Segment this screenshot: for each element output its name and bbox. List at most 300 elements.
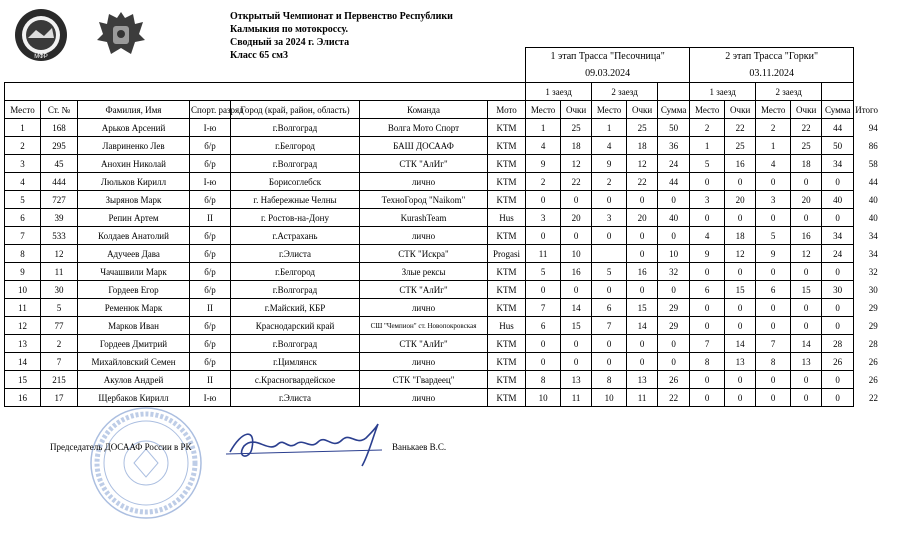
cell-s2r2-points: 12: [791, 245, 822, 263]
cell-name: Михайловский Семен: [78, 353, 190, 371]
header-line-4: Класс 65 см3: [230, 50, 288, 61]
signature: [222, 420, 402, 470]
cell-s1r1-place: 3: [526, 209, 561, 227]
cell-s2r1-place: 4: [690, 227, 725, 245]
cell-team: СТК "АлИг": [360, 335, 488, 353]
cell-s1r2-place: 8: [592, 371, 627, 389]
table-row: [5, 209, 893, 227]
col-s1r1-place: Место: [526, 101, 561, 119]
cell-s1-sum: 24: [658, 155, 690, 173]
cell-start-number: 77: [41, 317, 78, 335]
cell-place: 11: [5, 299, 41, 317]
cell-total: 58: [868, 158, 878, 169]
cell-moto: KTM: [488, 173, 526, 191]
cell-s2r1-place: 8: [690, 353, 725, 371]
cell-s1r2-place: 4: [592, 137, 627, 155]
cell-s2-sum: 34: [822, 155, 854, 173]
cell-s2r1-place: 0: [690, 263, 725, 281]
cell-s1r1-points: 12: [561, 155, 592, 173]
col-s1-sum: Сумма: [658, 101, 690, 119]
cell-s2r1-points: 15: [725, 281, 756, 299]
cell-s2r1-points: 0: [725, 173, 756, 191]
cell-s1r2-points: 12: [627, 155, 658, 173]
cell-s1r2-points: 16: [627, 263, 658, 281]
cell-name: Лавриненко Лев: [78, 137, 190, 155]
cell-s2-sum: 0: [822, 209, 854, 227]
col-total: Итого: [855, 104, 878, 115]
cell-team: ТехноГород "Naikom": [360, 191, 488, 209]
cell-s2-sum: 34: [822, 227, 854, 245]
cell-s1r2-place: 2: [592, 173, 627, 191]
cell-s1r1-points: 0: [561, 335, 592, 353]
col-s2r2-points: Очки: [791, 101, 822, 119]
cell-s2r1-points: 18: [725, 227, 756, 245]
cell-s1-sum: 22: [658, 389, 690, 407]
cell-place: 9: [5, 263, 41, 281]
cell-s2r2-place: 8: [756, 353, 791, 371]
cell-moto: KTM: [488, 191, 526, 209]
cell-team: СТК "АлИг": [360, 155, 488, 173]
cell-place: 5: [5, 191, 41, 209]
cell-s1r2-points: 13: [627, 371, 658, 389]
col-name: Фамилия, Имя: [78, 101, 190, 119]
cell-s1r2-place: 1: [592, 119, 627, 137]
col-s1r2-place: Место: [592, 101, 627, 119]
cell-name: Арьков Арсений: [78, 119, 190, 137]
cell-moto: KTM: [488, 353, 526, 371]
cell-s2r2-points: 0: [791, 299, 822, 317]
cell-s1r2-points: 11: [627, 389, 658, 407]
cell-s2r2-points: 0: [791, 209, 822, 227]
cell-s1-sum: 36: [658, 137, 690, 155]
cell-s1r2-place: 5: [592, 263, 627, 281]
cell-s2-sum: 0: [822, 317, 854, 335]
cell-s1r1-place: 0: [526, 335, 561, 353]
cell-start-number: 17: [41, 389, 78, 407]
col-number: Ст. №: [41, 101, 78, 119]
cell-s1-sum: 29: [658, 299, 690, 317]
cell-s1r1-place: 2: [526, 173, 561, 191]
cell-rank: б/р: [190, 353, 231, 371]
cell-s2-sum: 0: [822, 173, 854, 191]
cell-rank: б/р: [190, 245, 231, 263]
cell-s2r2-place: 0: [756, 389, 791, 407]
cell-total: 94: [868, 122, 878, 133]
cell-s1r1-points: 18: [561, 137, 592, 155]
cell-rank: б/р: [190, 335, 231, 353]
col-moto: Мото: [488, 101, 526, 119]
cell-place: 8: [5, 245, 41, 263]
cell-name: Марков Иван: [78, 317, 190, 335]
cell-s2r1-points: 22: [725, 119, 756, 137]
cell-s1-sum: 0: [658, 191, 690, 209]
cell-s1r2-points: 0: [627, 353, 658, 371]
stage-2-date: 03.11.2024: [690, 65, 854, 83]
cell-s2r1-points: 14: [725, 335, 756, 353]
cell-start-number: 45: [41, 155, 78, 173]
cell-place: 7: [5, 227, 41, 245]
cell-s2-sum: 24: [822, 245, 854, 263]
cell-s1-sum: 44: [658, 173, 690, 191]
cell-moto: KTM: [488, 227, 526, 245]
cell-s2r2-place: 1: [756, 137, 791, 155]
cell-s2r2-place: 3: [756, 191, 791, 209]
cell-moto: KTM: [488, 119, 526, 137]
cell-place: 12: [5, 317, 41, 335]
table-row: [5, 281, 893, 299]
cell-s2r1-points: 16: [725, 155, 756, 173]
cell-s2r1-place: 2: [690, 119, 725, 137]
cell-s1r2-points: 0: [627, 245, 658, 263]
cell-total: 29: [868, 320, 878, 331]
cell-moto: KTM: [488, 155, 526, 173]
cell-s2r1-points: 0: [725, 299, 756, 317]
cell-s2r2-place: 0: [756, 173, 791, 191]
cell-s1r1-place: 11: [526, 245, 561, 263]
cell-rank: II: [190, 299, 231, 317]
cell-s1r1-place: 0: [526, 353, 561, 371]
cell-start-number: 12: [41, 245, 78, 263]
cell-start-number: 7: [41, 353, 78, 371]
cell-total: 26: [868, 356, 878, 367]
stamp-seal: [88, 405, 204, 521]
cell-rank: I-ю: [190, 389, 231, 407]
cell-s2r2-place: 0: [756, 299, 791, 317]
cell-s1r2-place: 9: [592, 155, 627, 173]
cell-name: Анохин Николай: [78, 155, 190, 173]
cell-rank: б/р: [190, 137, 231, 155]
table-row: [5, 173, 893, 191]
cell-name: Акулов Андрей: [78, 371, 190, 389]
cell-s2-sum: 26: [822, 353, 854, 371]
table-row: [5, 371, 893, 389]
cell-start-number: 5: [41, 299, 78, 317]
table-row: [5, 353, 893, 371]
chairman-name: Ванькаев В.С.: [392, 442, 447, 452]
cell-s1r1-place: 8: [526, 371, 561, 389]
cell-total: 40: [868, 194, 878, 205]
cell-total: 29: [868, 302, 878, 313]
cell-team: лично: [360, 353, 488, 371]
cell-s2r2-points: 0: [791, 263, 822, 281]
cell-city: г.Волгоград: [231, 281, 360, 299]
cell-city: г.Цимлянск: [231, 353, 360, 371]
cell-name: Зырянов Марк: [78, 191, 190, 209]
cell-total: 26: [868, 374, 878, 385]
cell-rank: б/р: [190, 155, 231, 173]
cell-s1-sum: 32: [658, 263, 690, 281]
cell-s1r2-points: 15: [627, 299, 658, 317]
cell-s2r2-place: 0: [756, 263, 791, 281]
cell-rank: б/р: [190, 317, 231, 335]
col-s2r2-place: Место: [756, 101, 791, 119]
cell-s2-sum: 0: [822, 263, 854, 281]
cell-city: с.Красногвардейское: [231, 371, 360, 389]
cell-name: Репин Артем: [78, 209, 190, 227]
cell-rank: II: [190, 371, 231, 389]
cell-s1r1-place: 0: [526, 227, 561, 245]
cell-s1-sum: 40: [658, 209, 690, 227]
cell-rank: II: [190, 209, 231, 227]
cell-s1-sum: 50: [658, 119, 690, 137]
cell-name: Ременюк Марк: [78, 299, 190, 317]
cell-place: 13: [5, 335, 41, 353]
cell-rank: б/р: [190, 281, 231, 299]
cell-moto: Hus: [488, 317, 526, 335]
cell-team: KurashTeam: [360, 209, 488, 227]
cell-s2-sum: 40: [822, 191, 854, 209]
cell-s1r1-points: 15: [561, 317, 592, 335]
cell-s2r1-place: 0: [690, 389, 725, 407]
cell-s2-sum: 30: [822, 281, 854, 299]
header-line-1: Открытый Чемпионат и Первенство Республики: [230, 11, 453, 22]
cell-start-number: 727: [41, 191, 78, 209]
cell-s2r2-place: 4: [756, 155, 791, 173]
cell-s2r1-place: 7: [690, 335, 725, 353]
col-rank: Спорт. разряд: [190, 101, 231, 119]
cell-rank: б/р: [190, 227, 231, 245]
cell-s2-sum: 50: [822, 137, 854, 155]
cell-place: 15: [5, 371, 41, 389]
cell-moto: KTM: [488, 263, 526, 281]
cell-s2r1-points: 0: [725, 263, 756, 281]
cell-city: г.Элиста: [231, 245, 360, 263]
cell-s2r1-place: 0: [690, 371, 725, 389]
col-s2r1-points: Очки: [725, 101, 756, 119]
cell-start-number: 533: [41, 227, 78, 245]
cell-s1-sum: 10: [658, 245, 690, 263]
cell-s1r2-place: 0: [592, 353, 627, 371]
cell-start-number: 295: [41, 137, 78, 155]
cell-s1r1-points: 25: [561, 119, 592, 137]
cell-s1r1-place: 9: [526, 155, 561, 173]
cell-s2r1-place: 6: [690, 281, 725, 299]
cell-s2r2-points: 18: [791, 155, 822, 173]
table-row: [5, 191, 893, 209]
cell-city: г. Набережные Челны: [231, 191, 360, 209]
cell-city: г.Волгоград: [231, 155, 360, 173]
cell-moto: KTM: [488, 371, 526, 389]
cell-s1r2-points: 0: [627, 191, 658, 209]
cell-city: г. Ростов-на-Дону: [231, 209, 360, 227]
cell-s2r2-points: 20: [791, 191, 822, 209]
cell-s1r2-place: 10: [592, 389, 627, 407]
cell-s1r1-points: 11: [561, 389, 592, 407]
cell-s2r2-points: 22: [791, 119, 822, 137]
cell-rank: б/р: [190, 191, 231, 209]
cell-s2r2-place: 5: [756, 227, 791, 245]
cell-place: 6: [5, 209, 41, 227]
cell-s2r1-points: 25: [725, 137, 756, 155]
cell-total: 32: [868, 266, 878, 277]
stage-1-title: 1 этап Трасса "Песочница": [526, 48, 690, 66]
cell-total: 40: [868, 212, 878, 223]
cell-s2r1-points: 12: [725, 245, 756, 263]
cell-total: 34: [868, 230, 878, 241]
stage-1-race-2: 2 заезд: [592, 83, 658, 101]
cell-place: 1: [5, 119, 41, 137]
table-row: [5, 389, 893, 407]
cell-s1r2-points: 18: [627, 137, 658, 155]
cell-s2r2-points: 0: [791, 173, 822, 191]
cell-s2r1-place: 0: [690, 173, 725, 191]
cell-s1r1-place: 4: [526, 137, 561, 155]
cell-name: Гордеев Егор: [78, 281, 190, 299]
cell-s2r2-place: 0: [756, 317, 791, 335]
cell-s1r1-points: 14: [561, 299, 592, 317]
cell-s1r2-place: 6: [592, 299, 627, 317]
cell-s1r1-points: 0: [561, 353, 592, 371]
cell-city: г.Волгоград: [231, 335, 360, 353]
cell-team: СТК "Искра": [360, 245, 488, 263]
cell-s2r1-place: 9: [690, 245, 725, 263]
cell-s1-sum: 26: [658, 371, 690, 389]
stage-1-date: 09.03.2024: [526, 65, 690, 83]
cell-s2-sum: 28: [822, 335, 854, 353]
cell-total: 34: [868, 248, 878, 259]
cell-s2-sum: 0: [822, 389, 854, 407]
cell-city: г.Белгород: [231, 263, 360, 281]
cell-s2r1-points: 0: [725, 209, 756, 227]
cell-place: 3: [5, 155, 41, 173]
table-row: [5, 155, 893, 173]
cell-s2r2-place: 7: [756, 335, 791, 353]
cell-moto: KTM: [488, 389, 526, 407]
cell-place: 10: [5, 281, 41, 299]
cell-rank: б/р: [190, 263, 231, 281]
cell-team: БАШ ДОСААФ: [360, 137, 488, 155]
cell-s1r2-place: 0: [592, 191, 627, 209]
cell-moto: KTM: [488, 137, 526, 155]
col-city: Город (край, район, область): [231, 101, 360, 119]
cell-s1r1-points: 0: [561, 191, 592, 209]
cell-total: 22: [868, 392, 878, 403]
cell-s2r1-place: 0: [690, 209, 725, 227]
col-s2r1-place: Место: [690, 101, 725, 119]
table-row: [5, 263, 893, 281]
header-line-3: Сводный за 2024 г. Элиста: [230, 37, 350, 48]
cell-team: СТК "Гвардеец": [360, 371, 488, 389]
table-row: [5, 335, 893, 353]
table-row: [5, 137, 893, 155]
cell-place: 4: [5, 173, 41, 191]
cell-s2r1-place: 5: [690, 155, 725, 173]
cell-s2r2-place: 0: [756, 209, 791, 227]
cell-s1r2-points: 0: [627, 335, 658, 353]
cell-s2r2-place: 9: [756, 245, 791, 263]
cell-name: Чачашвили Марк: [78, 263, 190, 281]
results-table: [4, 47, 893, 407]
col-place: Место: [5, 101, 41, 119]
table-row: [5, 227, 893, 245]
cell-s1r2-points: 14: [627, 317, 658, 335]
cell-s1r1-place: 7: [526, 299, 561, 317]
cell-s2r1-points: 0: [725, 389, 756, 407]
cell-city: г.Астрахань: [231, 227, 360, 245]
cell-s2r1-points: 20: [725, 191, 756, 209]
table-row: [5, 299, 893, 317]
cell-s2r1-place: 0: [690, 317, 725, 335]
cell-s1r2-place: 3: [592, 209, 627, 227]
col-s1r1-points: Очки: [561, 101, 592, 119]
stage-2-race-2: 2 заезд: [756, 83, 822, 101]
cell-s1r2-points: 0: [627, 227, 658, 245]
cell-s1r1-place: 0: [526, 191, 561, 209]
cell-s1r2-points: 22: [627, 173, 658, 191]
cell-total: 86: [868, 140, 878, 151]
logo-text: МФР: [34, 54, 48, 60]
cell-moto: KTM: [488, 281, 526, 299]
cell-s1r2-place: 0: [592, 281, 627, 299]
cell-s1r2-place: 0: [592, 335, 627, 353]
results-body: [5, 119, 893, 407]
cell-total: 44: [868, 176, 878, 187]
stage-2-title: 2 этап Трасса "Горки": [690, 48, 854, 66]
cell-start-number: 30: [41, 281, 78, 299]
cell-start-number: 168: [41, 119, 78, 137]
col-team: Команда: [360, 101, 488, 119]
col-s1r2-points: Очки: [627, 101, 658, 119]
cell-s2r2-place: 2: [756, 119, 791, 137]
cell-s1r1-points: 16: [561, 263, 592, 281]
cell-s1r2-points: 25: [627, 119, 658, 137]
cell-s1r1-place: 6: [526, 317, 561, 335]
cell-s2-sum: 0: [822, 299, 854, 317]
cell-place: 16: [5, 389, 41, 407]
cell-city: Краснодарский край: [231, 317, 360, 335]
cell-s1r1-place: 0: [526, 281, 561, 299]
stage-1-race-1: 1 заезд: [526, 83, 592, 101]
cell-s2-sum: 0: [822, 371, 854, 389]
cell-s1-sum: 0: [658, 227, 690, 245]
cell-city: г.Майский, КБР: [231, 299, 360, 317]
cell-s1r2-place: [592, 245, 627, 263]
cell-team: лично: [360, 299, 488, 317]
cell-team: СШ "Чемпион" ст. Новопокровская: [360, 317, 488, 335]
cell-s1r2-place: 0: [592, 227, 627, 245]
cell-s1r2-place: 7: [592, 317, 627, 335]
cell-s1r1-points: 13: [561, 371, 592, 389]
cell-s1r1-points: 0: [561, 227, 592, 245]
stage-2-race-1: 1 заезд: [690, 83, 756, 101]
cell-s1r2-points: 20: [627, 209, 658, 227]
cell-city: Борисоглебск: [231, 173, 360, 191]
cell-team: Злые рексы: [360, 263, 488, 281]
cell-s1-sum: 0: [658, 281, 690, 299]
cell-s1-sum: 29: [658, 317, 690, 335]
cell-s1r1-place: 10: [526, 389, 561, 407]
table-row: [5, 317, 893, 335]
cell-s2r1-points: 13: [725, 353, 756, 371]
cell-total: 28: [868, 338, 878, 349]
cell-s2r2-points: 14: [791, 335, 822, 353]
cell-team: СТК "АлИг": [360, 281, 488, 299]
header-line-2: Калмыкия по мотокроссу.: [230, 24, 349, 35]
cell-s2r2-points: 0: [791, 389, 822, 407]
cell-s2r2-points: 13: [791, 353, 822, 371]
cell-start-number: 2: [41, 335, 78, 353]
cell-moto: Progasi: [488, 245, 526, 263]
cell-s2r1-place: 0: [690, 299, 725, 317]
cell-s1r1-place: 1: [526, 119, 561, 137]
cell-team: Волга Мото Спорт: [360, 119, 488, 137]
cell-total: 30: [868, 284, 878, 295]
cell-name: Адучеев Дава: [78, 245, 190, 263]
cell-name: Люльков Кирилл: [78, 173, 190, 191]
cell-moto: Hus: [488, 209, 526, 227]
cell-s2-sum: 44: [822, 119, 854, 137]
cell-city: г.Белгород: [231, 137, 360, 155]
